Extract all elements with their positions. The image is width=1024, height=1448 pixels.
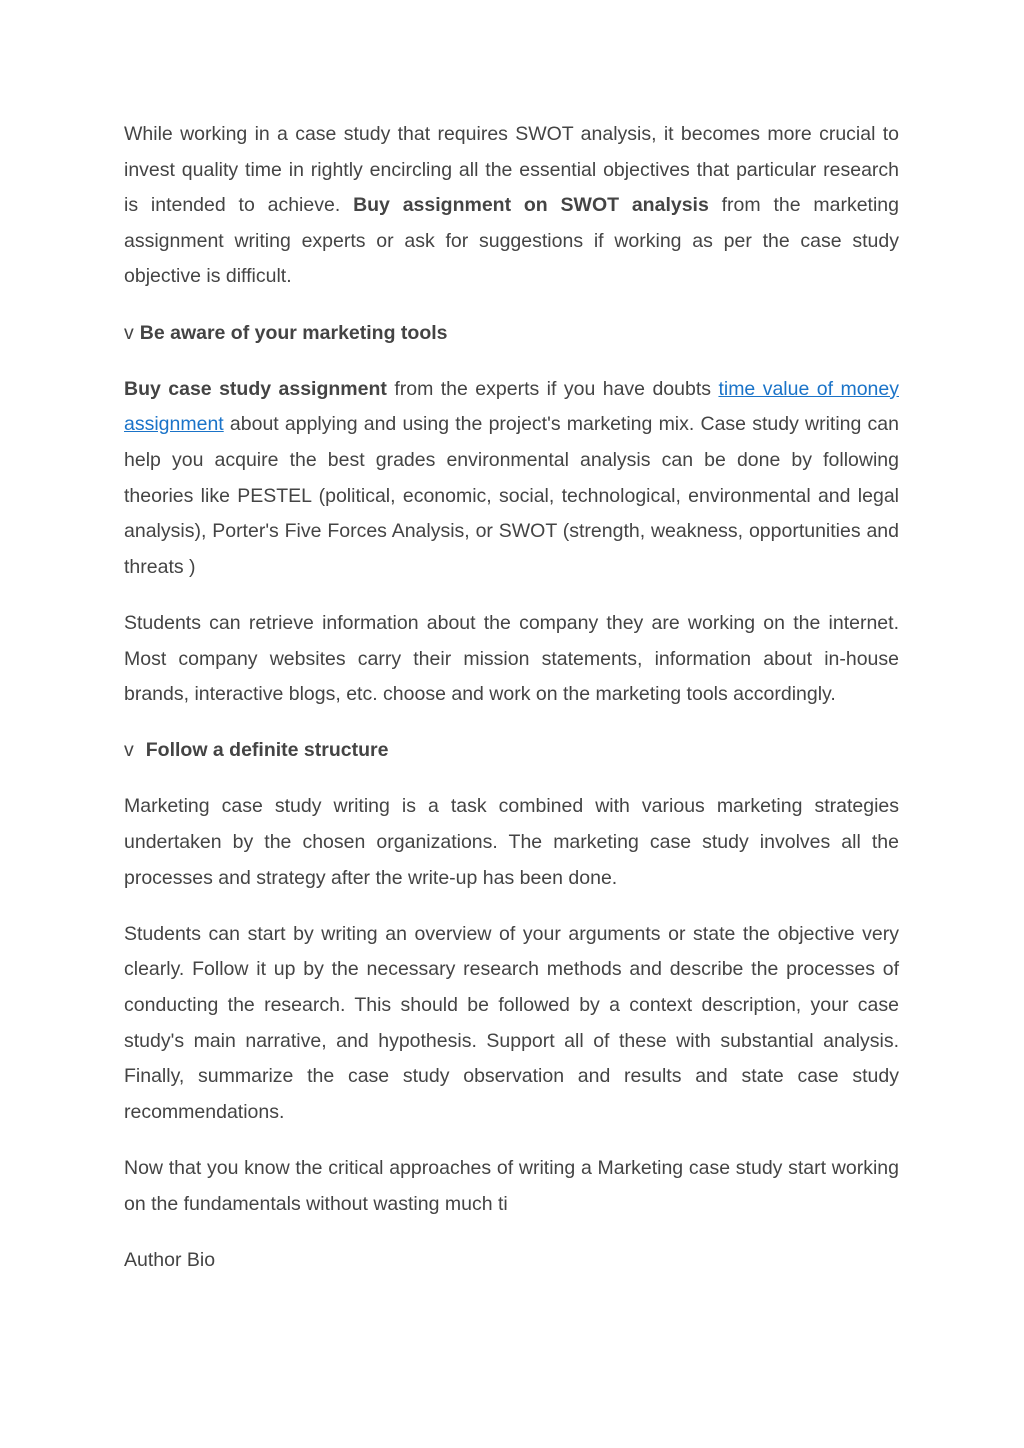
paragraph-text: about applying and using the project's marketing mix. Case study writing can help you acquire the best grades environmental analysis can be done by following theories like PESTEL (political, economic, social, technological, environmental and legal analysis), Porter's Five Forces Analysis, or SWOT (strength, weakness, opportunities and threats ) (124, 413, 899, 578)
bold-phrase-swot-analysis: Buy assignment on SWOT analysis (353, 194, 709, 217)
document-page (124, 117, 899, 1299)
bullet-v-icon: v (124, 739, 134, 762)
paragraph-case-study-assignment (124, 372, 899, 586)
paragraph-text: from the experts if you have doubts (386, 377, 719, 400)
bullet-v-icon: v (124, 321, 134, 344)
paragraph-swot-analysis (124, 117, 899, 295)
heading-marketing-tools (124, 316, 899, 352)
paragraph-conclusion: Now that you know the critical approaches of writing a Marketing case study start working on the fundamentals without wasting much ti (124, 1157, 899, 1215)
heading-text: Be aware of your marketing tools (139, 321, 448, 344)
paragraph-structure-steps: Students can start by writing an overview of your arguments or state the objective very clearly. Follow it up by the necessary research methods and describe the processes of conducting the research. This should be followed by a context description, your case study's main narrative, and hypothesis. Support all of these with substantial analysis. Finally, summarize the case study observation and results and state case study recommendations. (124, 922, 899, 1123)
heading-text: Follow a definite structure (145, 739, 389, 762)
paragraph-marketing-case-study: Marketing case study writing is a task combined with various marketing strategies undertaken by the chosen organizations. The marketing case study involves all the processes and strategy after the write-up has been done. (124, 795, 899, 889)
heading-definite-structure (124, 733, 899, 769)
bold-phrase-case-study: Buy case study assignment (124, 377, 387, 400)
paragraph-text: While working in a case study that requires SWOT analysis, it becomes more crucial to invest quality time in rightly encircling all the essential objectives that particular research is intended to achieve. (124, 123, 899, 217)
link-time-value-of-money[interactable]: time value of money assignment (124, 377, 899, 436)
author-bio-label: Author Bio (124, 1248, 216, 1271)
paragraph-company-information: Students can retrieve information about the company they are working on the internet. Most company websites carry their mission statements, information about in-house brands, interactive blogs, etc. choose and work on the marketing tools accordingly. (124, 611, 899, 706)
paragraph-text: from the marketing assignment writing experts or ask for suggestions if working as per the case study objective is difficult. (124, 194, 899, 288)
